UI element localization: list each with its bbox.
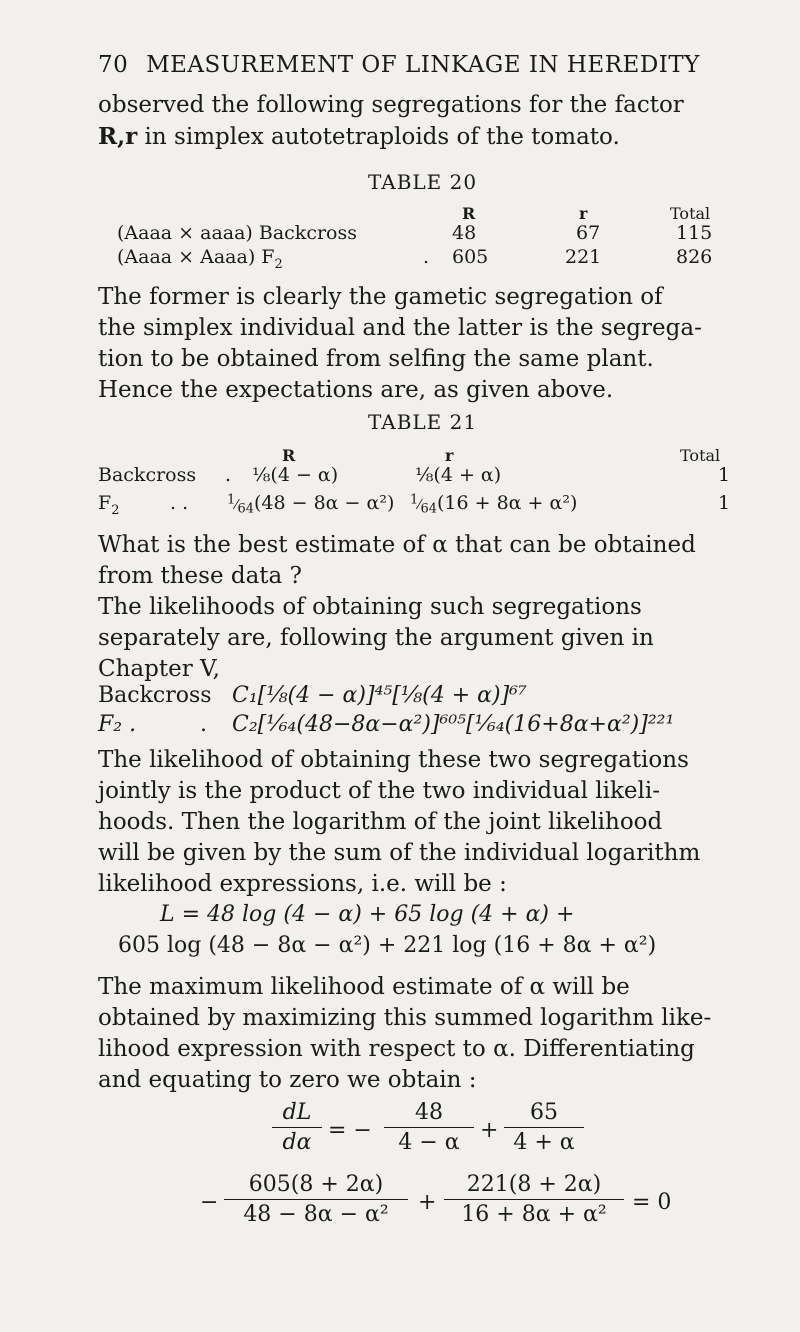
text-line: What is the best estimate of α that can be obtained [98,532,696,558]
running-title: MEASUREMENT OF LINKAGE IN HEREDITY [146,52,700,78]
equals-minus: = − [328,1118,372,1143]
table-cell: 1 [718,492,731,514]
page-number: 70 [98,52,129,78]
table-cell: ⅛(4 − α) [252,464,339,486]
text-line: Hence the expectations are, as given above. [98,377,614,403]
table-cell: $^1⁄_{64}(16 + 8\alpha + \alpha^2)$ [410,492,578,517]
equation-L-line-2: 605 log (48 − 8α − α²) + 221 log (16 + 8α + α²) [118,933,657,958]
text-line: Chapter V, [98,656,220,682]
f2-likelihood-label: F₂ . [98,712,137,737]
fraction-term: $\frac{221(8 + 2\alpha)}{\text{16 + 8α + α²}}$ [444,1172,624,1227]
row-label: (Aaaa × aaaa) Backcross [117,222,357,244]
table-cell: 221 [565,246,602,268]
fraction-term: $\frac{65}{4 + \alpha}$ [504,1100,584,1155]
table-cell: 48 [452,222,477,244]
table-cell: 67 [576,222,601,244]
text-line: from these data ? [98,563,302,589]
derivative-fraction: $\frac{dL}{d\alpha}$ [272,1100,322,1155]
backcross-likelihood-label: Backcross [98,683,212,708]
backcross-likelihood-expression: C₁[⅛(4 − α)]⁴⁵[⅛(4 + α)]⁶⁷ [232,683,527,708]
text-line: obtained by maximizing this summed logarithm like- [98,1005,712,1031]
table-cell: ⅛(4 + α) [415,464,502,486]
row-dot: . [423,246,430,268]
minus-sign: − [200,1190,219,1215]
text-line: The likelihood of obtaining these two segregations [98,747,689,773]
text-line: separately are, following the argument given in [98,625,654,651]
column-header: r [445,446,454,465]
table-20-caption: TABLE 20 [368,170,478,194]
column-header: R [462,204,476,223]
text-line: likelihood expressions, i.e. will be : [98,871,507,897]
fraction-term: $\frac{48}{4 - \alpha}$ [384,1100,474,1155]
column-header: Total [680,446,721,465]
text-line: observed the following segregations for the factor [98,92,684,118]
text-line: lihood expression with respect to α. Differentiating [98,1036,695,1062]
text-line: tion to be obtained from selfing the same plant. [98,346,654,372]
column-header: r [579,204,588,223]
text-line: hoods. Then the logarithm of the joint likelihood [98,809,663,835]
table-cell: 1 [718,464,731,486]
table-21-caption: TABLE 21 [368,410,478,434]
column-header: R [282,446,296,465]
equation-L-line-1: L = 48 log (4 − α) + 65 log (4 + α) + [160,902,575,927]
column-header: Total [670,204,711,223]
row-label: (Aaaa × Aaaa) $F_2$ [117,246,283,272]
text-line: will be given by the sum of the individual logarithm [98,840,701,866]
row-label: $F_2$ [98,492,120,518]
table-cell: 605 [452,246,489,268]
fraction-term: $\frac{605(8 + 2\alpha)}{\text{48 − 8α − α²}}$ [224,1172,408,1227]
row-dots: . [225,464,232,486]
text-line: The former is clearly the gametic segregation of [98,284,663,310]
f2-likelihood-dot: . [200,712,207,737]
text-line: the simplex individual and the latter is the segrega- [98,315,702,341]
f2-likelihood-expression: C₂[¹⁄₆₄(48−8α−α²)]⁶⁰⁵[¹⁄₆₄(16+8α+α²)]²²¹ [232,712,675,737]
row-label: Backcross [98,464,197,486]
text-line: and equating to zero we obtain : [98,1067,477,1093]
text-line: The maximum likelihood estimate of α will be [98,974,630,1000]
table-cell: 115 [676,222,713,244]
plus-sign: + [480,1118,499,1143]
equals-zero: = 0 [632,1190,672,1215]
text-line: jointly is the product of the two individual likeli- [98,778,661,804]
row-dots: . . [170,492,189,514]
table-cell: $^1⁄_{64}(48 - 8\alpha - \alpha^2)$ [227,492,395,517]
table-cell: 826 [676,246,713,268]
plus-sign: + [418,1190,437,1215]
text-line: R,r in simplex autotetraploids of the tomato. [98,123,620,150]
text-line: The likelihoods of obtaining such segregations [98,594,642,620]
